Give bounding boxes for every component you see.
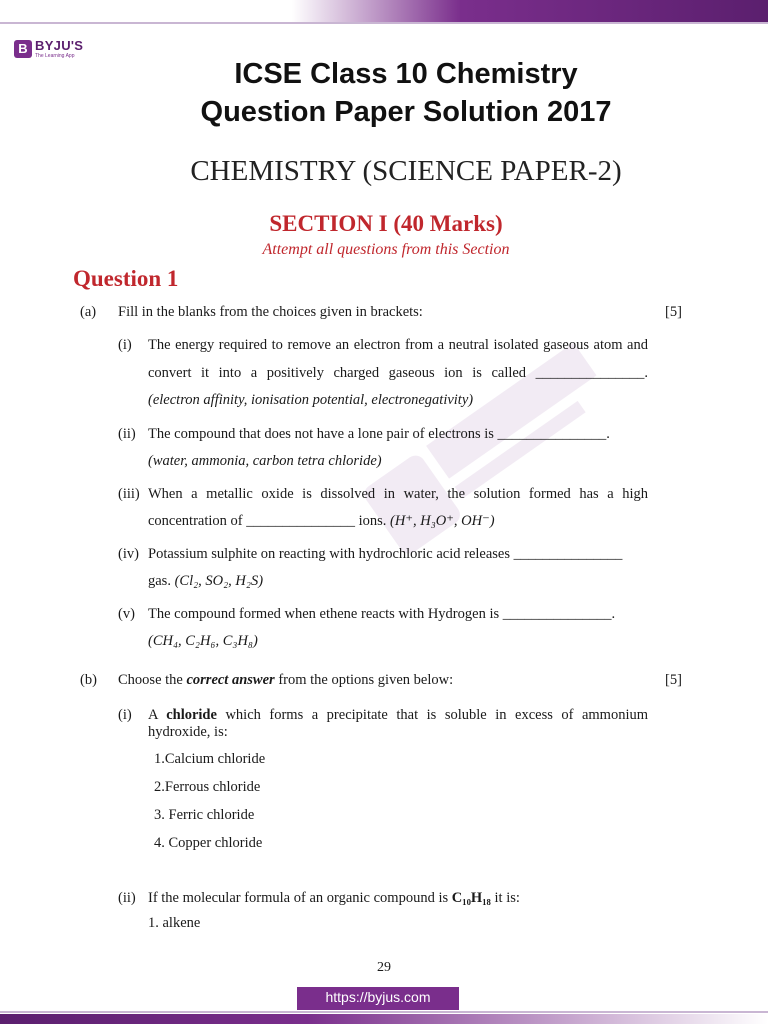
item-b2-text-pre: If the molecular formula of an organic compound is — [148, 890, 452, 906]
top-banner — [0, 0, 768, 22]
item-b2-number: (ii) — [118, 890, 136, 906]
item-a5-number: (v) — [118, 606, 135, 622]
section-instruction: Attempt all questions from this Section — [262, 241, 510, 258]
item-a5-choices: (CH₄, C₂H₆, C₃H₈) — [148, 633, 258, 649]
option-b1-2: 2.Ferrous chloride — [154, 779, 261, 795]
logo-icon: B — [14, 40, 32, 58]
page-title-line-2: Question Paper Solution 2017 — [200, 96, 612, 128]
bottom-banner — [0, 1014, 768, 1024]
item-b1-line2: hydroxide, is: — [148, 724, 228, 740]
option-b1-4: 4. Copper chloride — [154, 835, 263, 851]
part-b-text-bold: correct answer — [186, 672, 275, 688]
part-b-text — [118, 672, 453, 689]
option-b2-1: 1. alkene — [148, 915, 201, 931]
item-b1-line1-bold: chloride — [166, 707, 217, 723]
website-link[interactable]: https://byjus.com — [325, 989, 431, 1005]
part-b-text-pre: Choose the — [118, 672, 187, 688]
bottom-banner-line — [0, 1011, 768, 1013]
part-b-label: (b) — [80, 672, 97, 688]
item-b1-line1 — [148, 707, 648, 724]
item-b2-formula: C₁₀H₁₈ — [451, 890, 491, 906]
item-b2-text-post: it is: — [490, 890, 520, 906]
item-a1-line1: The energy required to remove an electron from a neutral isolated gaseous atom and — [148, 337, 648, 353]
option-b1-3: 3. Ferric chloride — [154, 807, 255, 823]
item-a3-line2 — [148, 513, 495, 530]
logo-tagline: The Learning App — [35, 53, 75, 59]
item-a1-choices: (electron affinity, ionisation potential, electronegativity) — [148, 392, 474, 408]
item-a3-line2-text: concentration of _______________ ions. — [148, 513, 387, 529]
part-b-text-post: from the options given below: — [274, 672, 454, 688]
item-a1-number: (i) — [118, 337, 132, 353]
part-a-marks: [5] — [665, 304, 682, 320]
item-a3-line1: When a metallic oxide is dissolved in water, the solution formed has a high — [148, 486, 648, 502]
question-heading: Question 1 — [73, 266, 179, 291]
item-a4-line2 — [148, 573, 263, 590]
item-a2-number: (ii) — [118, 426, 136, 442]
option-b1-1: 1.Calcium chloride — [154, 751, 266, 767]
top-banner-line — [0, 22, 768, 24]
item-b1-line1-pre: A — [148, 707, 167, 723]
item-a4-number: (iv) — [118, 546, 139, 562]
part-a-label: (a) — [80, 304, 97, 320]
page-title-line-1: ICSE Class 10 Chemistry — [234, 58, 578, 90]
item-a4-line2-text: gas. — [148, 573, 171, 589]
item-b1-line1-post: which forms a precipitate that is soluble in excess of ammonium — [216, 707, 649, 723]
page-number: 29 — [377, 960, 391, 975]
logo-name: BYJU'S — [35, 38, 84, 53]
item-a4-line1: Potassium sulphite on reacting with hydrochloric acid releases _______________ — [148, 546, 623, 562]
part-b-marks: [5] — [665, 672, 682, 688]
paper-subtitle: CHEMISTRY (SCIENCE PAPER-2) — [190, 155, 622, 187]
part-a-text: Fill in the blanks from the choices given in brackets: — [118, 304, 423, 320]
section-heading: SECTION I (40 Marks) — [269, 211, 503, 236]
item-b1-number: (i) — [118, 707, 132, 723]
item-a5-line1: The compound formed when ethene reacts with Hydrogen is _______________. — [148, 606, 616, 622]
item-a1-line2: convert it into a positively charged gaseous ion is called _______________. — [148, 365, 648, 381]
item-b2-text — [148, 890, 520, 907]
item-a2-choices: (water, ammonia, carbon tetra chloride) — [148, 453, 382, 469]
item-a3-choices: (H⁺, H₃O⁺, OH⁻) — [390, 513, 495, 529]
item-a2-line1: The compound that does not have a lone pair of electrons is _______________. — [148, 426, 610, 442]
item-a4-choices: (Cl₂, SO₂, H₂S) — [174, 573, 264, 589]
item-a3-number: (iii) — [118, 486, 140, 502]
